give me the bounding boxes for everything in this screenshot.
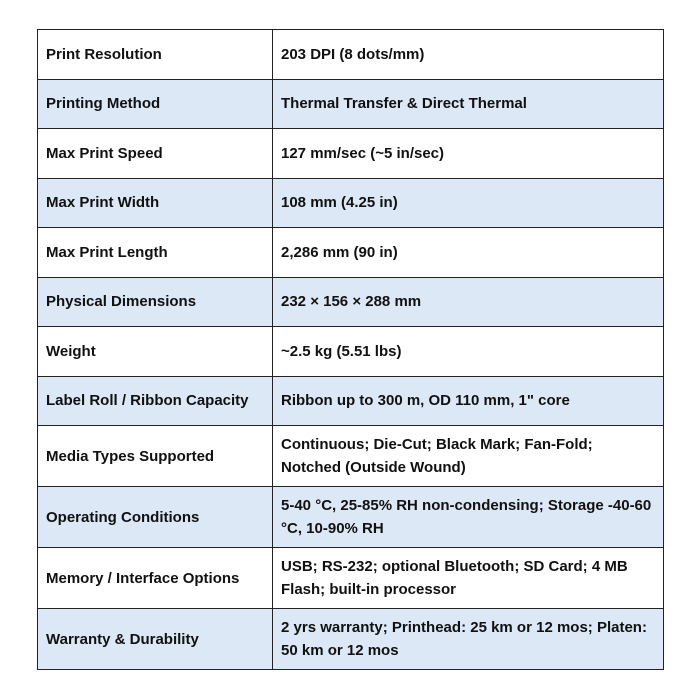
spec-label: Printing Method [38, 79, 273, 129]
table-row [38, 609, 664, 670]
table-row [38, 129, 664, 179]
spec-value: 2,286 mm (90 in) [273, 228, 664, 278]
spec-label: Physical Dimensions [38, 277, 273, 327]
table-row [38, 487, 664, 548]
spec-label: Operating Conditions [38, 487, 273, 548]
spec-label: Label Roll / Ribbon Capacity [38, 376, 273, 426]
spec-value: 127 mm/sec (~5 in/sec) [273, 129, 664, 179]
spec-label: Max Print Width [38, 178, 273, 228]
spec-label: Memory / Interface Options [38, 548, 273, 609]
table-row [38, 327, 664, 377]
table-row [38, 178, 664, 228]
spec-label: Max Print Speed [38, 129, 273, 179]
spec-label: Max Print Length [38, 228, 273, 278]
spec-label: Warranty & Durability [38, 609, 273, 670]
spec-table [37, 29, 664, 670]
spec-value: 108 mm (4.25 in) [273, 178, 664, 228]
table-row [38, 548, 664, 609]
spec-value: 203 DPI (8 dots/mm) [273, 30, 664, 80]
spec-value: ~2.5 kg (5.51 lbs) [273, 327, 664, 377]
table-row [38, 228, 664, 278]
spec-value: Ribbon up to 300 m, OD 110 mm, 1" core [273, 376, 664, 426]
table-row [38, 277, 664, 327]
spec-value: Continuous; Die-Cut; Black Mark; Fan-Fold; Notched (Outside Wound) [273, 426, 664, 487]
table-row [38, 30, 664, 80]
spec-label: Weight [38, 327, 273, 377]
spec-value: 5-40 °C, 25-85% RH non-condensing; Storage -40-60 °C, 10-90% RH [273, 487, 664, 548]
spec-label: Print Resolution [38, 30, 273, 80]
spec-value: USB; RS-232; optional Bluetooth; SD Card; 4 MB Flash; built-in processor [273, 548, 664, 609]
spec-table-body [38, 30, 664, 670]
spec-value: 232 × 156 × 288 mm [273, 277, 664, 327]
spec-value: 2 yrs warranty; Printhead: 25 km or 12 mos; Platen: 50 km or 12 mos [273, 609, 664, 670]
table-row [38, 79, 664, 129]
table-row [38, 426, 664, 487]
table-row [38, 376, 664, 426]
spec-value: Thermal Transfer & Direct Thermal [273, 79, 664, 129]
spec-label: Media Types Supported [38, 426, 273, 487]
